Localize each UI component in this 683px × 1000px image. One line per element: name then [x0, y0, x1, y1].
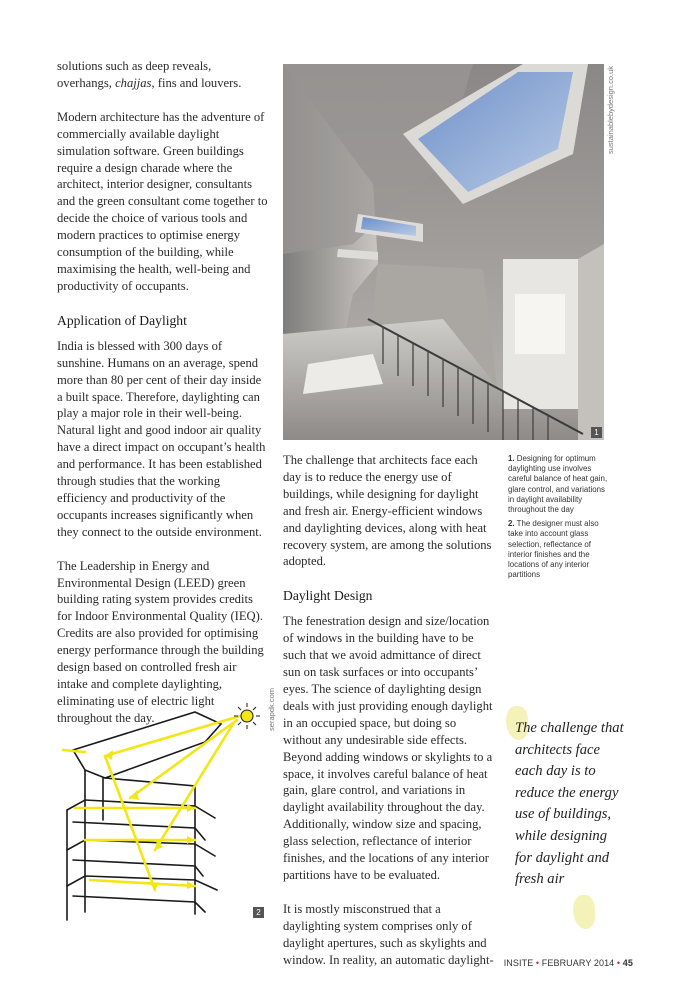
- pull-quote: The challenge that architects face each day is to reduce the energy use of buildings, while designing for daylight and fresh air: [515, 720, 624, 888]
- column-left: [57, 58, 269, 744]
- figure-2-sketch: [45, 690, 267, 922]
- paragraph: Modern architecture has the adventure of commercially available daylight simulation software. Green buildings require a design charade where the architect, interior designer, consultants and the green consultant come together to decide the choice of various tools and modern practices to optimise energy consumption of the building, while maximising the health, well-being and productivity of occupants.: [57, 109, 268, 293]
- sketch-credit: serapdk.com: [267, 688, 276, 731]
- paragraph: It is mostly misconstrued that a daylighting system comprises only of daylight apertures, such as skylights and window. In reality, an automatic daylight-: [283, 901, 494, 967]
- issue-date: FEBRUARY 2014: [541, 958, 615, 968]
- emphasis-term: chajjas: [115, 75, 152, 90]
- page-number: 45: [622, 958, 633, 968]
- sun-icon: [234, 703, 260, 729]
- quote-mark-close: [573, 895, 595, 929]
- paragraph: The fenestration design and size/location of windows in the building have to be such that we avoid admittance of direct sun on task surfaces or into occupants’ eyes. The science of daylighting design deals with just providing enough daylight in an occupied space, but doing so without any undesirable side effects. Beyond adding windows or skylights to a space, it involves careful balance of heat gain, glare control, and variations in daylight availability throughout the day. Additionally, window size and spacing, glass selection, reflectance of interior finishes, and the locations of any interior partitions have to be evaluated.: [283, 614, 493, 882]
- caption-number: 1.: [508, 454, 515, 463]
- photo-credit: sustainablebydesign.co.uk: [606, 66, 615, 154]
- section-heading: Daylight Design: [283, 588, 373, 604]
- figure-1-photo: [283, 64, 604, 440]
- caption-text: The designer must also take into account glass selection, reflectance of interior finishes and the locations of any interior partitions: [508, 519, 599, 580]
- footer-separator: •: [535, 958, 540, 968]
- magazine-name: INSITE: [503, 958, 534, 968]
- caption-1: [508, 454, 608, 515]
- text-run: , fins and louvers.: [151, 75, 242, 90]
- caption-text: Designing for optimum daylighting use involves careful balance of heat gain, glare control, and variations in daylight availability throughout the day: [508, 454, 608, 515]
- column-middle: [283, 452, 495, 985]
- figure-number-badge: 2: [253, 907, 264, 918]
- footer-separator: •: [616, 958, 621, 968]
- paragraph: The Leadership in Energy and Environmental Design (LEED) green building rating system provides credits for Indoor Environmental Quality (IEQ). Credits are also provided for optimising energy performance through the building design based on controlled fresh air intake and complete daylighting, eliminating use of electric light throughout the day.: [57, 558, 264, 725]
- paragraph: [57, 58, 269, 92]
- caption-2: [508, 519, 608, 580]
- section-heading: Application of Daylight: [57, 312, 187, 328]
- paragraph: The challenge that architects face each day is to reduce the energy use of buildings, while designing for daylight and fresh air. Energy-efficient windows and daylighting devices, along with heat recovery system, are among the solutions adopted.: [283, 453, 492, 569]
- daylight-section-sketch: [45, 690, 267, 922]
- figure-captions: [508, 454, 608, 584]
- caption-number: 2.: [508, 519, 515, 529]
- figure-number-badge: 1: [591, 427, 602, 438]
- paragraph: India is blessed with 300 days of sunshine. Humans on an average, spend more than 80 per cent of their day inside a built space. Therefore, daylighting can play a major role in their well-being. Natural light and good indoor air quality have a direct impact on occupant’s health and performance. It has been established through studies that the working efficiency and productivity of the occupants increases significantly when they connect to the outside environment.: [57, 338, 266, 539]
- atrium-skylight-image: [283, 64, 604, 440]
- text-run: solutions such as deep reveals, overhangs,: [57, 59, 212, 90]
- page-footer: [504, 958, 633, 968]
